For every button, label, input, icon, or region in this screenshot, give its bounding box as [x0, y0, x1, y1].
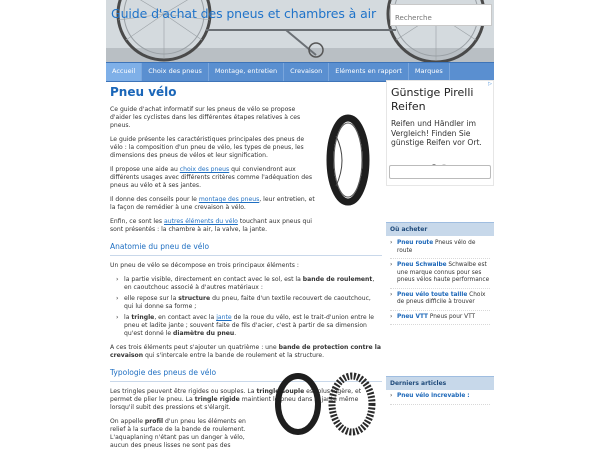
item-text: Pneus vélo de route [397, 240, 476, 254]
li2-text-end: du pneu, faite d'un textile recouvert de caoutchouc, qui lui donne sa forme ; [124, 295, 371, 310]
intro-5-text-end: touchant aux pneus qui sont présentés : la chambre à air, la valve, la jante. [110, 218, 312, 233]
item-text: Choix de pneus difficile à trouver [397, 291, 486, 305]
li1-text-end: , en caoutchouc associé à d'autres matériaux : [124, 276, 375, 291]
anatomie-intro: Un pneu de vélo se décompose en trois principaux éléments : [110, 262, 299, 269]
section-title-typologie: Typologie des pneus de vélo [110, 368, 382, 382]
list-item [124, 295, 382, 311]
sidebar [386, 80, 494, 400]
outro-text-end: qui s'intercale entre la bande de roulement et la structure. [143, 352, 325, 359]
li3-bold: tringle [131, 314, 155, 321]
item-text: Schwalbe est une marque connus pour ses pneus vélos haute performance [397, 262, 490, 283]
intro-paragraph-5 [110, 218, 315, 234]
ad-button[interactable] [389, 165, 491, 179]
li2-text: elle repose sur la [124, 295, 179, 302]
li2-bold: structure [178, 295, 211, 302]
search-input[interactable] [391, 9, 489, 27]
li3-text-mid2: de la roue du vélo, est le trait-d'union entre le pneu et ladite jante ; souvent faite de fils d'acier, c'est à partir de sa dimension qu'est donné le [124, 314, 375, 337]
s2p1-bold-1: tringle souple [256, 388, 305, 395]
li3-text: la [124, 314, 132, 321]
nav-item-accueil[interactable]: Accueil [106, 63, 142, 81]
list-item [124, 276, 382, 292]
nav-item-marques[interactable]: Marques [409, 63, 450, 81]
autres-elements-link[interactable]: autres éléments du vélo [163, 218, 238, 225]
page [106, 0, 494, 449]
intro-5-text: Enfin, ce sont les [110, 218, 164, 225]
ad-title[interactable]: Günstige Pirelli Reifen [391, 86, 474, 113]
list-item[interactable] [390, 240, 490, 259]
ou-acheter-list [390, 240, 490, 328]
item-title[interactable]: Pneu vélo toute taille [397, 291, 468, 298]
li3-text-mid: , en contact avec la [154, 314, 217, 321]
intro-paragraph-1: Ce guide d'achat informatif sur les pneus de vélo se propose d'aider les cyclistes dans les différentes étapes relatives à ces pneus. [110, 106, 301, 129]
intro-4-text: Il donne des conseils pour le [110, 196, 199, 203]
ad-body: Reifen und Händler im Vergleich! Finden Sie günstige Reifen vor Ort. [391, 119, 482, 147]
s2p2-text-end: d'un pneu les éléments en relief à la surface de la bande de roulement. L'aquaplaning n'étant pas un danger à vélo, aucun des pneus lisses ne sont pas des [110, 418, 246, 449]
outro-bold: bande de protection contre la crevaison [110, 344, 382, 359]
s2p2-text: On appelle [110, 418, 145, 425]
s2p1-text: Les tringles peuvent être rigides ou souples. La [110, 388, 257, 395]
list-item[interactable] [390, 292, 490, 311]
section-title-anatomie: Anatomie du pneu de vélo [110, 242, 382, 256]
main-content [110, 84, 382, 449]
intro-3-text: Il propose une aide au [110, 166, 180, 173]
intro-paragraph-2: Le guide présente les caractéristiques principales des pneus de vélo : la composition d'un pneu de vélo, les types de pneus, les dimensions des pneus de vélos et leur signification. [110, 136, 305, 159]
intro-paragraph-4 [110, 196, 315, 212]
item-title[interactable]: Pneu vélo increvable : [397, 393, 470, 399]
item-title[interactable]: Pneu VTT [397, 313, 428, 320]
s2p1-text-end: maintient le pneu dans la jante même lorsqu'il subit des pressions et s'élargit. [110, 396, 359, 411]
s2p1-text-mid: est plus légère, et permet de plier le pneu. La [110, 388, 362, 403]
widget-title-ou-acheter: Où acheter [386, 222, 494, 236]
anatomie-outro [110, 344, 382, 360]
nav-item-crevaison[interactable]: Crevaison [284, 63, 329, 81]
item-title[interactable]: Pneu route [397, 240, 434, 246]
site-header [106, 0, 494, 62]
intro-3-text-end: qui conviendront aux différents usages avec différents critères comme l'adéquation des pneus au vélo et à ses jantes. [110, 166, 313, 189]
nav-item-elements-en-rapport[interactable]: Eléments en rapport [329, 63, 409, 81]
intro-paragraph-3 [110, 166, 315, 190]
list-item [124, 314, 382, 338]
list-item[interactable] [390, 262, 490, 289]
li3-text-end: . [234, 330, 237, 337]
list-item[interactable] [390, 314, 490, 326]
ad-choices-icon[interactable]: ▷ [488, 81, 492, 87]
main-navigation [106, 62, 494, 82]
nav-item-montage-entretien[interactable]: Montage, entretien [209, 63, 284, 81]
li1-bold: bande de roulement [302, 276, 373, 283]
jante-link[interactable]: jante [216, 314, 232, 321]
outro-text: A ces trois éléments peut s'ajouter un quatrième : une [110, 344, 279, 351]
li1-text: la partie visible, directement en contact avec le sol, est la [124, 276, 303, 283]
widget-title-derniers-articles: Derniers articles [386, 376, 494, 390]
tire-profiles-image [270, 374, 382, 404]
search-box [390, 4, 492, 26]
s2p2-bold: profil [144, 418, 164, 425]
li3-bold-2: diamètre du pneu [173, 330, 235, 337]
site-title[interactable]: Guide d'achat des pneus et chambres à air [111, 6, 377, 21]
s2p1-bold-2: tringle rigide [194, 396, 240, 403]
nav-item-choix-des-pneus[interactable]: Choix des pneus [142, 63, 209, 81]
item-text: Pneus pour VTT [427, 313, 476, 320]
intro-4-text-end: , leur entretien, et la façon de remédier à une crevaison à vélo. [110, 196, 315, 211]
montage-des-pneus-link[interactable]: montage des pneus [198, 196, 260, 203]
anatomie-list [110, 276, 382, 338]
tire-image [322, 116, 374, 204]
typologie-paragraph-2 [110, 418, 250, 450]
item-title[interactable]: Pneu Schwalbe [397, 262, 447, 268]
page-title: Pneu vélo [110, 85, 177, 99]
choix-des-pneus-link[interactable]: choix des pneus [179, 166, 230, 173]
derniers-articles-list [390, 393, 490, 408]
list-item[interactable] [390, 393, 490, 405]
ad-banner[interactable] [386, 80, 494, 186]
